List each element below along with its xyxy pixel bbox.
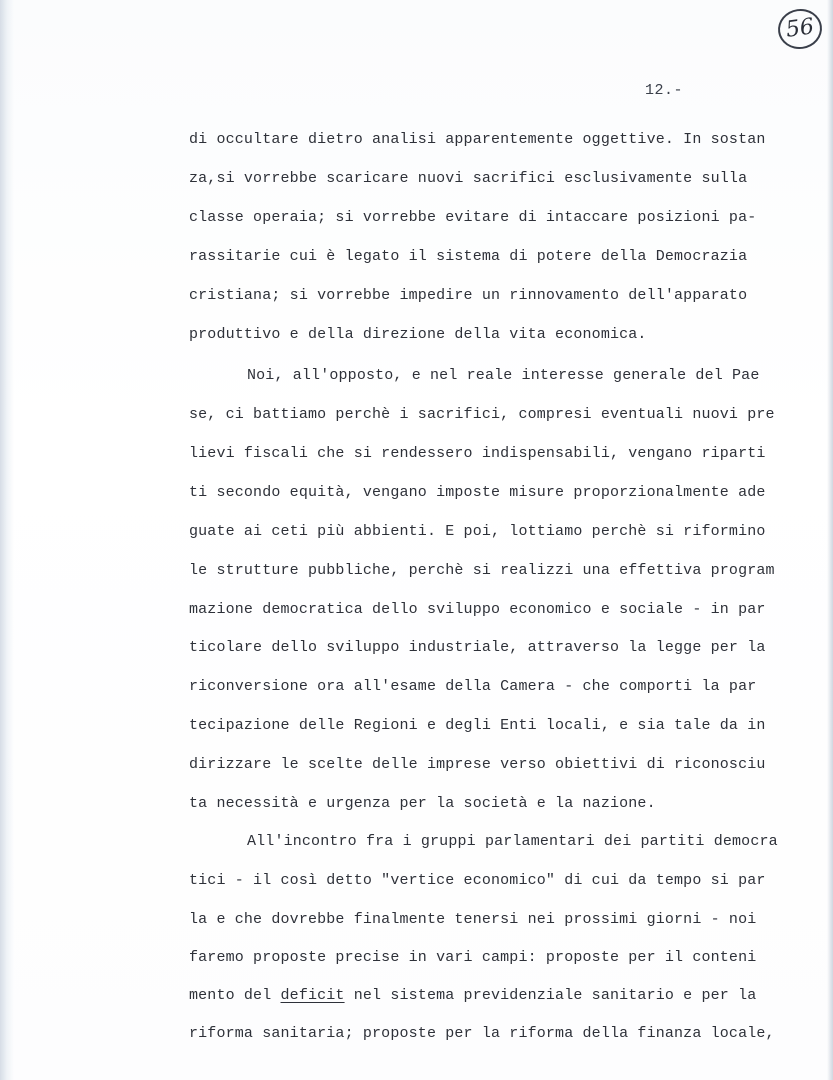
- text-line: rassitarie cui è legato il sistema di potere della Democrazia: [189, 248, 748, 265]
- text-line: tici - il così detto "vertice economico" di cui da tempo si par: [189, 872, 766, 889]
- text-line: guate ai ceti più abbienti. E poi, lottiamo perchè si riformino: [189, 523, 766, 540]
- text-line: la e che dovrebbe finalmente tenersi nei prossimi giorni - noi: [189, 911, 757, 928]
- text-line: riconversione ora all'esame della Camera - che comporti la par: [189, 678, 757, 695]
- underlined-word: deficit: [280, 987, 345, 1004]
- text-line: di occultare dietro analisi apparentemente oggettive. In sostan: [189, 131, 766, 148]
- paragraph-start-line: Noi, all'opposto, e nel reale interesse generale del Pae: [247, 367, 760, 384]
- text-line: ti secondo equità, vengano imposte misure proporzionalmente ade: [189, 484, 766, 501]
- text-line: se, ci battiamo perchè i sacrifici, compresi eventuali nuovi pre: [189, 406, 775, 423]
- text-line: riforma sanitaria; proposte per la riforma della finanza locale,: [189, 1025, 775, 1042]
- text-line: le strutture pubbliche, perchè si realizzi una effettiva program: [189, 562, 775, 579]
- text-line: za,si vorrebbe scaricare nuovi sacrifici esclusivamente sulla: [189, 170, 748, 187]
- text-line: mento del deficit nel sistema previdenziale sanitario e per la: [189, 987, 757, 1004]
- page-number: 12.-: [645, 82, 684, 99]
- text-line: ta necessità e urgenza per la società e la nazione.: [189, 795, 656, 812]
- text-line: classe operaia; si vorrebbe evitare di intaccare posizioni pa-: [189, 209, 757, 226]
- text-line: cristiana; si vorrebbe impedire un rinnovamento dell'apparato: [189, 287, 748, 304]
- text-line: produttivo e della direzione della vita economica.: [189, 326, 647, 343]
- text-line: ticolare dello sviluppo industriale, attraverso la legge per la: [189, 639, 766, 656]
- text-line: lievi fiscali che si rendessero indispensabili, vengano riparti: [189, 445, 766, 462]
- text-line: tecipazione delle Regioni e degli Enti locali, e sia tale da in: [189, 717, 766, 734]
- paragraph-start-line: All'incontro fra i gruppi parlamentari dei partiti democra: [247, 833, 778, 850]
- archive-page-stamp: 56: [775, 6, 824, 52]
- text-line: faremo proposte precise in vari campi: proposte per il conteni: [189, 949, 757, 966]
- text-line: mazione democratica dello sviluppo economico e sociale - in par: [189, 601, 766, 618]
- text-line: dirizzare le scelte delle imprese verso obiettivi di riconosciu: [189, 756, 766, 773]
